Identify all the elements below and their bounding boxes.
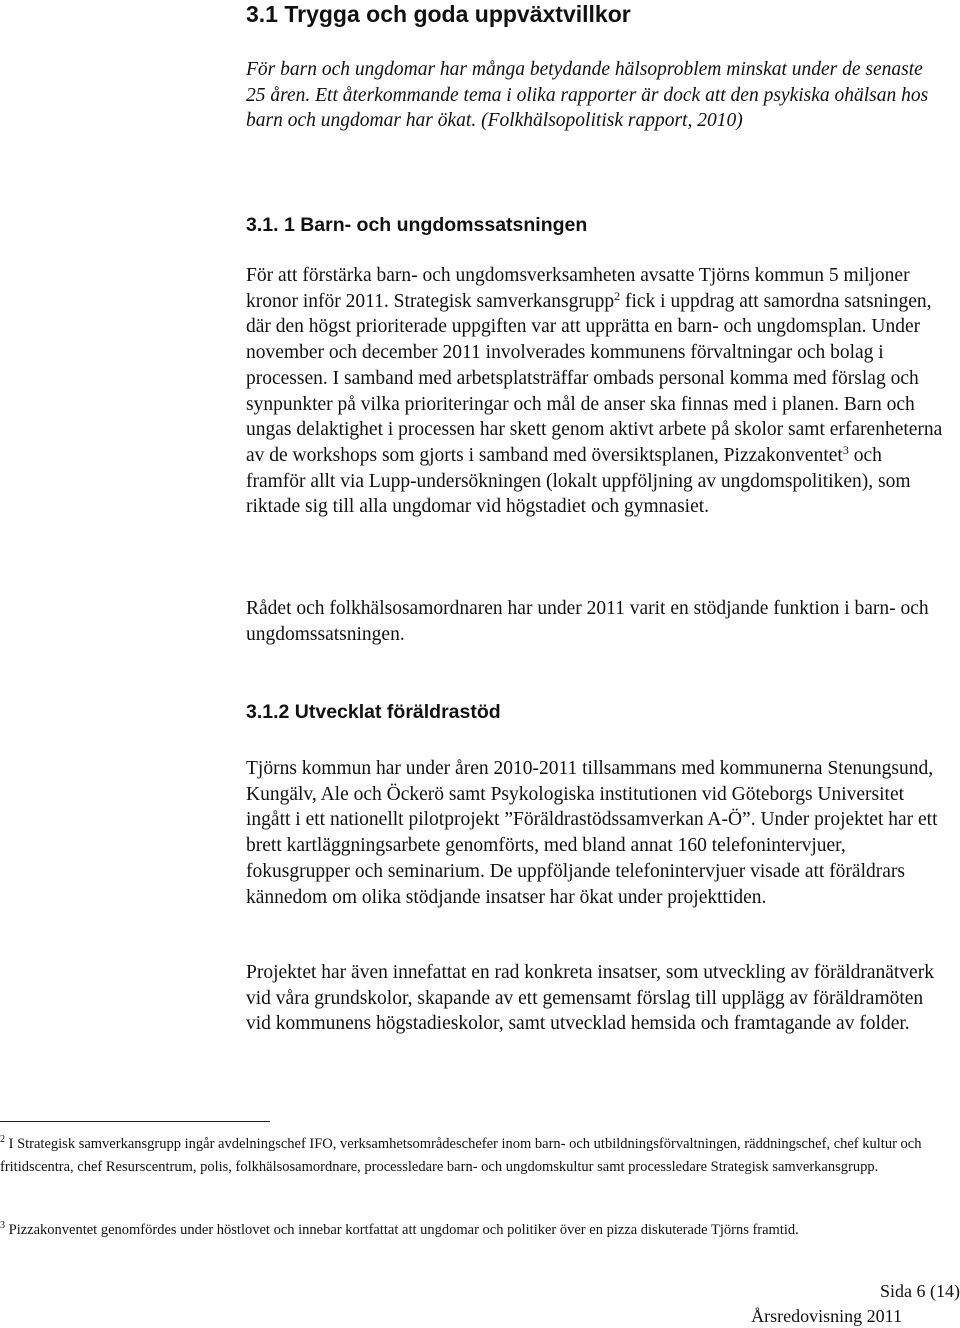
footnote-text: Pizzakonventet genomfördes under höstlovet och innebar kortfattat att ungdomar och politiker över en pizza diskuterade Tjörns framtid. [5, 1222, 799, 1238]
page-number: Sida 6 (14) [880, 1281, 960, 1301]
p1-text-b: fick i uppdrag att samordna satsningen, där den högst prioriterade uppgiften var att upprätta en barn- och ungdomsplan. Under november och december 2011 involverades kommunens förvaltningar och bolag i processen. I samband med arbetsplatsträffar ombads personal komma med förslag och synpunkter på vilka prioriteringar och mål de anser ska finnas med i planen. Barn och ungas delaktighet i processen har skett genom aktivt arbete på skolor samt erfarenheterna av de workshops som gjorts i samband med översiktsplanen, Pizzakonventet [246, 290, 943, 466]
footnote-mark: 2 [0, 1134, 5, 1145]
document-name: Årsredovisning 2011 [751, 1306, 902, 1326]
p1-text-c: och framför allt via Lupp-undersökningen (lokalt uppföljning av ungdomspolitiken), som riktade sig till alla ungdomar vid högstadiet och gymnasiet. [246, 444, 911, 518]
footnote-ref-3[interactable]: 3 [842, 442, 849, 457]
footnote-separator [0, 1121, 270, 1122]
subsection-2-paragraph-1: Tjörns kommun har under åren 2010-2011 tillsammans med kommunerna Stenungsund, Kungälv, Ale och Öckerö samt Psykologiska institutionen vid Göteborgs Universitet ingått i ett nationellt pilotprojekt ”Föräldrastödssamverkan A-Ö”. Under projektet har ett brett kartläggningsarbete genomförts, med bland annat 160 telefonintervjuer, fokusgrupper och seminarium. De uppföljande telefonintervjuer visade att föräldrars kännedom om olika stödjande insatser har ökat under projekttiden. [246, 758, 938, 908]
subsection-title-2: 3.1.2 Utvecklat föräldrastöd [246, 701, 501, 723]
p1-text-a: För att förstärka barn- och ungdomsverksamheten avsatte Tjörns kommun 5 miljoner kronor inför 2011. Strategisk samverkansgrupp [246, 265, 910, 312]
footnote-text: I Strategisk samverkansgrupp ingår avdelningschef IFO, verksamhetsområdeschefer inom barn- och utbildningsförvaltningen, räddningschef, chef kultur och fritidscentra, chef Resurscentrum, polis, folkhälsosamordnare, processledare barn- och ungdomskultur samt processledare Strategisk samverkansgrupp. [0, 1136, 922, 1175]
subsection-1-paragraph-2: Rådet och folkhälsosamordnaren har under 2011 varit en stödjande funktion i barn- och ungdomssatsningen. [246, 598, 929, 645]
section-title: 3.1 Trygga och goda uppväxtvillkor [246, 1, 631, 27]
subsection-1-paragraph-1 [246, 263, 946, 520]
footnote-mark: 3 [0, 1220, 5, 1231]
footnote-2 [0, 1133, 940, 1178]
section-intro: För barn och ungdomar har många betydande hälsoproblem minskat under de senaste 25 åren. Ett återkommande tema i olika rapporter är dock att den psykiska ohälsan hos barn och ungdomar har ökat. (Folkhälsopolitisk rapport, 2010) [246, 59, 929, 131]
subsection-2-paragraph-2: Projektet har även innefattat en rad konkreta insatser, som utveckling av föräldranätverk vid våra grundskolor, skapande av ett gemensamt förslag till upplägg av föräldramöten vid kommunens högstadieskolor, samt utvecklad hemsida och framtagande av folder. [246, 962, 934, 1035]
subsection-title-1: 3.1. 1 Barn- och ungdomssatsningen [246, 214, 588, 236]
footnote-ref-2[interactable]: 2 [614, 288, 621, 303]
footnote-3 [0, 1219, 940, 1242]
